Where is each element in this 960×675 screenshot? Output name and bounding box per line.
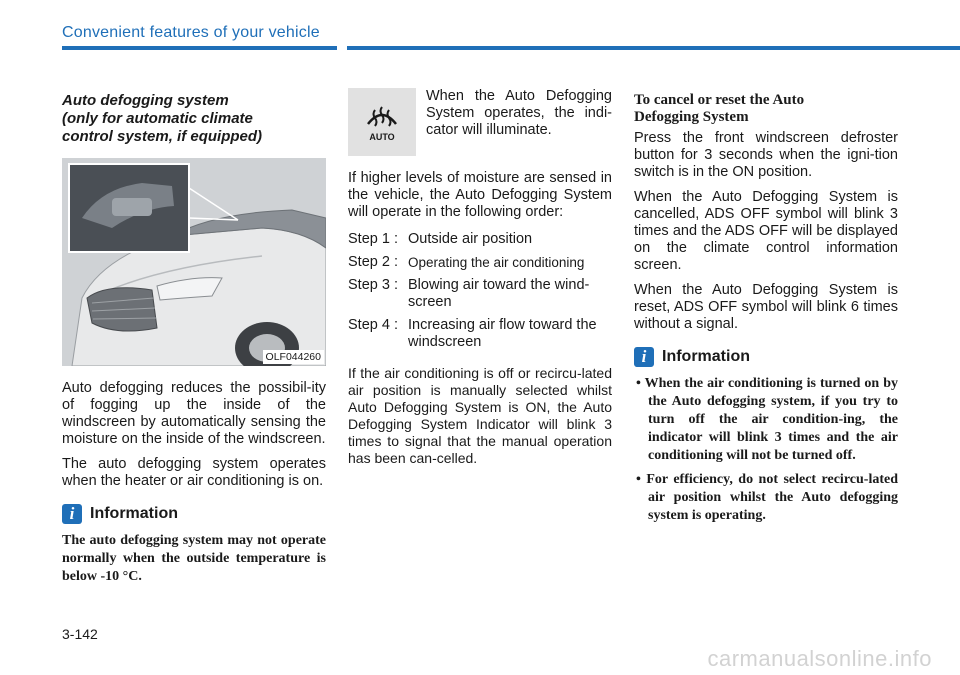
step-item: Step 4 : Increasing air flow toward the windscreen: [348, 317, 597, 350]
information-text: The auto defogging system may not operate normally when the outside temperature is below -10 °C.: [62, 533, 326, 584]
defroster-icon: [364, 102, 400, 130]
section-header-title: Convenient features of your vehicle: [62, 24, 320, 41]
header-rule-long: [347, 46, 960, 50]
paragraph: When the Auto Defogging System is reset, ADS OFF symbol will blink 6 times without a signal.: [634, 282, 898, 332]
step-item: Step 3 : Blowing air toward the wind-screen: [348, 277, 590, 310]
step-item: Step 1 : Outside air position: [348, 231, 533, 247]
information-heading: [634, 347, 898, 367]
car-windscreen-figure: [62, 158, 326, 366]
car-illustration: [62, 158, 326, 366]
section-title-auto-defogging: Auto defogging system (only for automatic climate control system, if equipped): [62, 92, 263, 145]
paragraph: If the air conditioning is off or recircu-lated air position is manually selected whilst Auto Defogging System is ON, the Auto Defogging System Indicator will blink 3 times to signal that the manual operation has been can-celled.: [348, 365, 612, 466]
paragraph: If higher levels of moisture are sensed in the vehicle, the Auto Defogging System will operate in the following order:: [348, 170, 612, 220]
auto-label: AUTO: [369, 132, 395, 142]
paragraph: When the Auto Defogging System operates, the indi-cator will illuminate.: [426, 88, 612, 138]
auto-indicator-row: [348, 88, 612, 156]
page-header: [62, 24, 960, 54]
step-list: [348, 231, 612, 351]
paragraph: Auto defogging reduces the possibil-ity of fogging up the inside of the windscreen by automatically sensing the moisture on the inside of the windscreen.: [62, 380, 326, 447]
section-title-cancel-reset: To cancel or reset the Auto Defogging System: [634, 92, 805, 125]
list-item: • When the air conditioning is turned on by the Auto defogging system, if you try to turn off the air condition-ing, the indicator will blink 3 times and the air conditioning will not be turned off.: [636, 376, 898, 463]
paragraph: Press the front windscreen defroster button for 3 seconds when the igni-tion switch is in the ON position.: [634, 130, 898, 180]
figure-code: OLF044260: [263, 350, 324, 364]
information-title: Information: [90, 505, 178, 522]
information-bullets: [634, 375, 898, 525]
list-item: • For efficiency, do not select recircu-lated air position whilst the Auto defogging system is operating.: [636, 472, 898, 523]
step-item: Step 2 : Operating the air conditioning: [348, 254, 585, 270]
info-icon: i: [634, 347, 654, 367]
header-rule: [62, 46, 337, 50]
information-heading: [62, 504, 326, 524]
column-right: [634, 88, 898, 531]
column-middle: [348, 88, 612, 475]
paragraph: When the Auto Defogging System is cancelled, ADS OFF symbol will blink 3 times and the ADS OFF will be displayed on the climate control information screen.: [634, 189, 898, 273]
page-number: 3-142: [62, 626, 98, 642]
information-title: Information: [662, 348, 750, 365]
paragraph: The auto defogging system operates when the heater or air conditioning is on.: [62, 456, 326, 489]
info-icon: i: [62, 504, 82, 524]
watermark: carmanualsonline.info: [707, 646, 932, 671]
column-left: [62, 88, 326, 586]
auto-defog-indicator: [348, 88, 416, 156]
